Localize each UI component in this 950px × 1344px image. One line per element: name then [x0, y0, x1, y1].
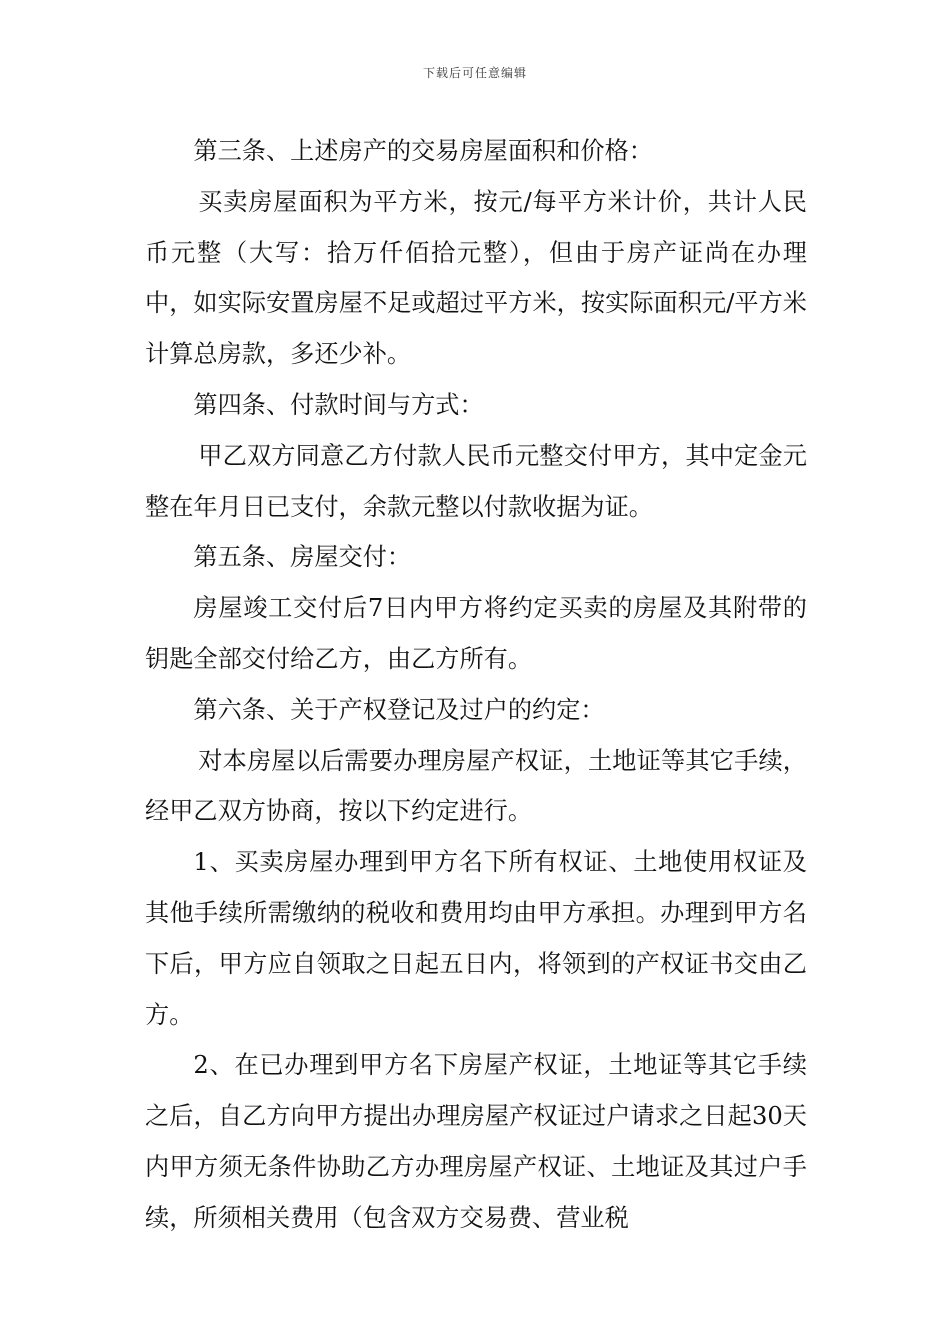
article-4-heading: 第四条、付款时间与方式：	[193, 390, 484, 419]
page-header: 下载后可任意编辑	[422, 66, 527, 80]
article-3-heading: 第三条、上述房产的交易房屋面积和价格：	[193, 137, 653, 165]
article-5-heading: 第五条、房屋交付：	[193, 543, 412, 572]
article-6-clause-1: 1、买卖房屋办理到甲方名下所有权证、土地使用权证及其他手续所需缴纳的税收和费用均由甲方承担。办理到甲方名下后，甲方应自领取之日起五日内，将领到的产权证书交由乙方。	[145, 848, 807, 1029]
article-4-content: 甲乙双方同意乙方付款人民币元整交付甲方，其中定金元整在年月日已支付，余款元整以付款收据为证。	[145, 441, 807, 521]
article-6-content: 对本房屋以后需要办理房屋产权证，土地证等其它手续，经甲乙双方协商，按以下约定进行。	[145, 746, 807, 826]
article-6-heading: 第六条、关于产权登记及过户的约定：	[193, 695, 605, 724]
article-5-content: 房屋竣工交付后7日内甲方将约定买卖的房屋及其附带的钥匙全部交付给乙方，由乙方所有。	[145, 594, 807, 673]
contract-body	[145, 126, 807, 1244]
article-6-clause-2: 2、在已办理到甲方名下房屋产权证，土地证等其它手续之后，自乙方向甲方提出办理房屋产权证过户请求之日起30天内甲方须无条件协助乙方办理房屋产权证、土地证及其过户手续，所须相关费用（包含双方交易费、营业税	[145, 1051, 807, 1232]
article-3-content: 买卖房屋面积为平方米，按元/每平方米计价，共计人民币元整（大写：拾万仟佰拾元整），但由于房产证尚在办理中，如实际安置房屋不足或超过平方米，按实际面积元/平方米计算总房款，多还少补。	[145, 187, 807, 369]
